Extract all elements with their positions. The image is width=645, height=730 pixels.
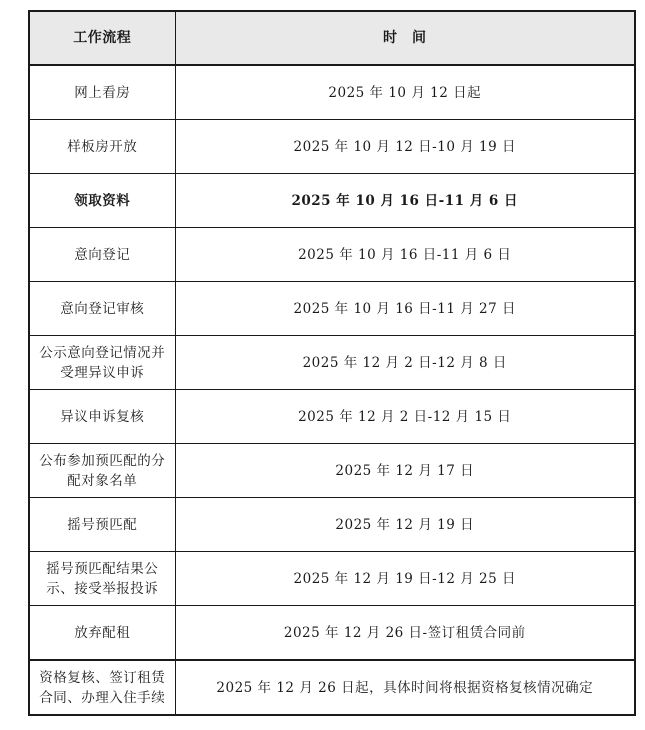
table-row bbox=[29, 174, 635, 228]
table-row bbox=[29, 390, 635, 444]
step-cell: 网上看房 bbox=[29, 65, 175, 120]
step-cell: 摇号预匹配 bbox=[29, 498, 175, 552]
table-row bbox=[29, 228, 635, 282]
time-cell: 2025 年 10 月 12 日起 bbox=[175, 65, 635, 120]
step-cell: 公布参加预匹配的分配对象名单 bbox=[29, 444, 175, 498]
step-cell: 意向登记 bbox=[29, 228, 175, 282]
step-cell: 异议申诉复核 bbox=[29, 390, 175, 444]
step-cell: 意向登记审核 bbox=[29, 282, 175, 336]
time-cell: 2025 年 10 月 16 日-11 月 6 日 bbox=[175, 174, 635, 228]
time-cell: 2025 年 12 月 2 日-12 月 8 日 bbox=[175, 336, 635, 390]
schedule-table bbox=[28, 10, 636, 716]
step-cell: 样板房开放 bbox=[29, 120, 175, 174]
header-workflow: 工作流程 bbox=[29, 11, 175, 65]
time-cell: 2025 年 12 月 17 日 bbox=[175, 444, 635, 498]
step-cell: 公示意向登记情况并受理异议申诉 bbox=[29, 336, 175, 390]
table-row bbox=[29, 336, 635, 390]
time-cell: 2025 年 12 月 2 日-12 月 15 日 bbox=[175, 390, 635, 444]
table-row bbox=[29, 660, 635, 715]
time-cell: 2025 年 10 月 16 日-11 月 27 日 bbox=[175, 282, 635, 336]
time-cell: 2025 年 12 月 19 日 bbox=[175, 498, 635, 552]
table-row bbox=[29, 606, 635, 661]
step-cell: 摇号预匹配结果公示、接受举报投诉 bbox=[29, 552, 175, 606]
header-time: 时 间 bbox=[175, 11, 635, 65]
table-row bbox=[29, 282, 635, 336]
table-row bbox=[29, 552, 635, 606]
table-row bbox=[29, 120, 635, 174]
step-cell: 放弃配租 bbox=[29, 606, 175, 661]
time-cell: 2025 年 12 月 26 日-签订租赁合同前 bbox=[175, 606, 635, 661]
table-row bbox=[29, 444, 635, 498]
table-row bbox=[29, 65, 635, 120]
time-cell: 2025 年 10 月 16 日-11 月 6 日 bbox=[175, 228, 635, 282]
table-row bbox=[29, 498, 635, 552]
time-cell: 2025 年 10 月 12 日-10 月 19 日 bbox=[175, 120, 635, 174]
step-cell: 资格复核、签订租赁合同、办理入住手续 bbox=[29, 660, 175, 715]
time-cell: 2025 年 12 月 19 日-12 月 25 日 bbox=[175, 552, 635, 606]
step-cell: 领取资料 bbox=[29, 174, 175, 228]
time-cell: 2025 年 12 月 26 日起，具体时间将根据资格复核情况确定 bbox=[175, 660, 635, 715]
table-header-row bbox=[29, 11, 635, 65]
